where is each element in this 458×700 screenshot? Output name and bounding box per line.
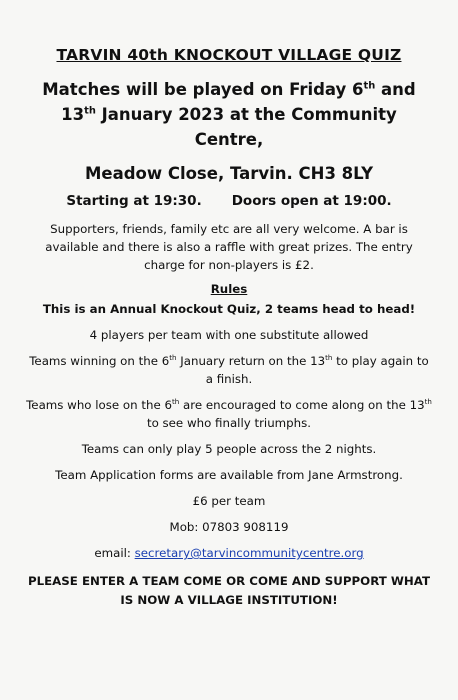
team-fee: £6 per team [192,494,266,508]
rule-winning-sup-b: th [325,353,333,363]
rules-heading: Rules [210,282,248,296]
rule-winning-sup-a: th [169,353,177,363]
intro-paragraph: Supporters, friends, family etc are all very welcome. A bar is available and there is also a raffle with great prizes. The entry charge for non-players is £2. [45,222,413,272]
rule-losing [26,396,432,432]
rule-winning-c: to play again to a finish. [205,354,429,386]
email-label: email: [94,546,135,560]
headline-part-2: and [375,80,416,99]
venue-address: Meadow Close, Tarvin. CH3 8LY [84,164,374,183]
email-link[interactable]: secretary@tarvincommunitycentre.org [134,546,364,560]
rule-players: 4 players per team with one substitute allowed [89,328,369,342]
closing-call-to-action: PLEASE ENTER A TEAM COME OR COME AND SUPPORT WHAT IS NOW A VILLAGE INSTITUTION! [27,574,431,607]
doors-time: Doors open at 19:00. [231,193,392,209]
start-time: Starting at 19:30. [66,193,202,209]
headline-sup-1: th [363,80,376,92]
rule-annual: This is an Annual Knockout Quiz, 2 teams head to head! [42,302,416,316]
headline-part-3: January 2023 at the Community Centre, [95,105,397,149]
headline-line2-prefix: 13 [61,105,85,124]
flyer-title: TARVIN 40th KNOCKOUT VILLAGE QUIZ [56,46,402,64]
headline-sup-2: th [84,105,96,117]
rule-winning-a: Teams winning on the 6 [29,354,170,368]
rule-winning-b: January return on the 13 [176,354,326,368]
rule-losing-sup-a: th [172,397,180,407]
rule-losing-c: to see who finally triumphs. [146,416,312,430]
event-times [26,193,432,209]
rule-forms: Team Application forms are available from Jane Armstrong. [55,468,403,482]
rule-losing-a: Teams who lose on the 6 [26,398,172,412]
rule-winning [26,352,432,388]
rule-limit: Teams can only play 5 people across the 2 nights. [81,442,377,456]
rule-losing-b: are encouraged to come along on the 13 [179,398,425,412]
mobile-number: Mob: 07803 908119 [169,520,289,534]
match-dates-headline [26,77,432,152]
headline-part-1: Matches will be played on Friday 6 [42,80,364,99]
email-line [26,544,432,562]
rule-losing-sup-b: th [424,397,432,407]
